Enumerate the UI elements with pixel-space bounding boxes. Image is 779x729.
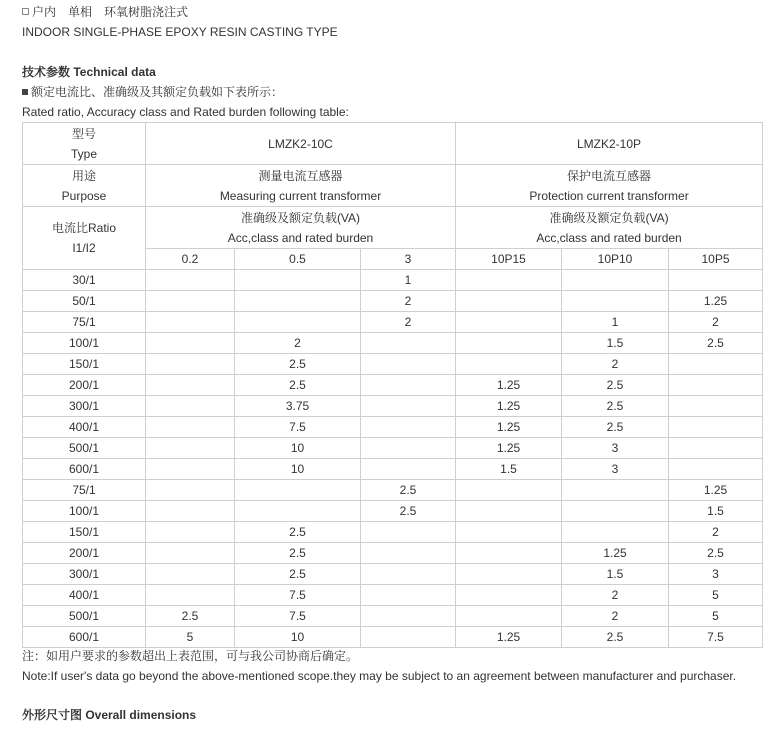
burden-cell: 2.5	[235, 354, 361, 375]
burden-cell: 2.5	[146, 606, 235, 627]
class-cell: 10P10	[562, 249, 669, 270]
burden-cell: 10	[235, 459, 361, 480]
burden-cell	[146, 438, 235, 459]
intro-cn-text: 额定电流比、准确级及其额定负载如下表所示：	[31, 85, 284, 99]
burden-cell	[146, 417, 235, 438]
burden-cell	[456, 312, 562, 333]
burden-cell	[146, 522, 235, 543]
dimensions-title: 外形尺寸图 Overall dimensions	[22, 708, 197, 722]
burden-cell	[146, 354, 235, 375]
burden-cell: 2	[361, 291, 456, 312]
burden-cell: 1	[361, 270, 456, 291]
ratio-cell: 400/1	[23, 585, 146, 606]
bullet-square-icon	[22, 8, 29, 15]
purpose-c-cell	[146, 165, 456, 207]
burden-cell	[146, 501, 235, 522]
class-cell: 3	[361, 249, 456, 270]
table-row	[23, 585, 763, 606]
section-intro-en: Rated ratio, Accuracy class and Rated burden following table:	[22, 105, 349, 119]
burden-cell: 7.5	[235, 417, 361, 438]
burden-cell: 2	[235, 333, 361, 354]
purpose-label-en: Purpose	[61, 188, 107, 203]
burden-cell	[361, 627, 456, 648]
class-cell: 10P5	[669, 249, 763, 270]
burden-cell	[669, 354, 763, 375]
type-label-cn: 型号	[71, 126, 96, 141]
ratio-cell: 400/1	[23, 417, 146, 438]
burden-cell: 1.25	[456, 627, 562, 648]
burden-cell	[456, 585, 562, 606]
burden-cell	[146, 543, 235, 564]
burden-cell: 1.25	[669, 480, 763, 501]
burden-cell	[456, 291, 562, 312]
table-row	[23, 480, 763, 501]
table-row	[23, 375, 763, 396]
table-row	[23, 501, 763, 522]
type-label-cell	[23, 123, 146, 165]
burden-cell: 1.25	[669, 291, 763, 312]
burden-cell	[562, 522, 669, 543]
bullet-square-icon	[22, 89, 28, 95]
note-en: Note:If user's data go beyond the above-mentioned scope.they may be subject to an agreement between manufacturer and purchaser.	[22, 669, 737, 683]
ratio-cell: 200/1	[23, 543, 146, 564]
burden-cell: 3.75	[235, 396, 361, 417]
ratio-cell: 100/1	[23, 333, 146, 354]
header-line-cn	[22, 4, 188, 20]
burden-cell	[361, 333, 456, 354]
ratio-label-en: I1/I2	[72, 241, 96, 255]
purpose-label-cn: 用途	[71, 168, 96, 183]
section-intro-cn	[22, 84, 283, 100]
burden-cell	[456, 564, 562, 585]
ratio-cell: 75/1	[23, 480, 146, 501]
burden-cell	[146, 585, 235, 606]
purpose-c-en: Measuring current transformer	[219, 188, 382, 203]
burden-cell: 1.5	[562, 564, 669, 585]
burden-cell	[361, 438, 456, 459]
burden-cell: 2.5	[562, 417, 669, 438]
class-cell: 0.2	[146, 249, 235, 270]
burden-cell	[361, 417, 456, 438]
table-row	[23, 522, 763, 543]
burden-cell: 2.5	[235, 522, 361, 543]
burden-cell	[456, 543, 562, 564]
table-row	[23, 333, 763, 354]
table-row	[23, 459, 763, 480]
burden-cell	[562, 291, 669, 312]
burden-cell: 7.5	[235, 585, 361, 606]
class-cell: 10P15	[456, 249, 562, 270]
burden-cell	[562, 480, 669, 501]
burden-cell	[456, 354, 562, 375]
ratio-label-cn: 电流比Ratio	[51, 221, 116, 235]
acc-c-cell	[146, 207, 456, 249]
section-title: 技术参数 Technical data	[22, 65, 156, 79]
burden-cell: 5	[146, 627, 235, 648]
table-row	[23, 543, 763, 564]
header-line-en: INDOOR SINGLE-PHASE EPOXY RESIN CASTING TYPE	[22, 25, 338, 39]
table-row	[23, 627, 763, 648]
ratio-cell: 150/1	[23, 354, 146, 375]
burden-cell: 10	[235, 627, 361, 648]
burden-cell: 1.25	[562, 543, 669, 564]
model-c-cell: LMZK2-10C	[146, 123, 456, 165]
burden-cell: 1.5	[669, 501, 763, 522]
burden-cell	[456, 501, 562, 522]
burden-cell: 2.5	[235, 543, 361, 564]
ratio-label-cell	[23, 207, 146, 270]
acc-p-en: Acc,class and rated burden	[536, 230, 682, 245]
purpose-label-cell	[23, 165, 146, 207]
acc-p-cell	[456, 207, 763, 249]
purpose-c-cn: 测量电流互感器	[258, 168, 343, 183]
burden-cell	[562, 501, 669, 522]
burden-cell	[361, 585, 456, 606]
burden-cell: 2.5	[235, 375, 361, 396]
burden-cell: 2.5	[669, 333, 763, 354]
burden-cell: 2	[562, 354, 669, 375]
purpose-row	[23, 165, 763, 207]
type-label-en: Type	[70, 146, 97, 161]
burden-cell: 1.25	[456, 396, 562, 417]
burden-cell	[235, 312, 361, 333]
class-cell: 0.5	[235, 249, 361, 270]
ratio-cell: 100/1	[23, 501, 146, 522]
ratio-cell: 500/1	[23, 438, 146, 459]
burden-cell	[669, 270, 763, 291]
note-cn: 注：如用户要求的参数超出上表范围，可与我公司协商后确定。	[22, 649, 359, 663]
ratio-cell: 300/1	[23, 564, 146, 585]
ratio-cell: 30/1	[23, 270, 146, 291]
burden-cell	[456, 480, 562, 501]
burden-cell: 2.5	[562, 627, 669, 648]
burden-cell: 7.5	[669, 627, 763, 648]
burden-cell	[146, 396, 235, 417]
burden-cell: 2.5	[562, 375, 669, 396]
burden-cell	[146, 291, 235, 312]
burden-cell	[562, 270, 669, 291]
ratio-cell: 600/1	[23, 627, 146, 648]
burden-cell	[146, 480, 235, 501]
table-row	[23, 312, 763, 333]
burden-cell: 2.5	[562, 396, 669, 417]
burden-cell: 3	[562, 438, 669, 459]
burden-cell	[235, 270, 361, 291]
burden-cell	[669, 396, 763, 417]
burden-cell: 7.5	[235, 606, 361, 627]
burden-cell: 1	[562, 312, 669, 333]
burden-cell	[146, 333, 235, 354]
burden-cell	[669, 417, 763, 438]
purpose-p-cell	[456, 165, 763, 207]
burden-cell: 2.5	[361, 480, 456, 501]
burden-cell: 1.25	[456, 417, 562, 438]
burden-cell: 1.5	[456, 459, 562, 480]
table-row	[23, 438, 763, 459]
burden-cell: 5	[669, 585, 763, 606]
ratio-cell: 600/1	[23, 459, 146, 480]
table-row	[23, 564, 763, 585]
ratio-cell: 300/1	[23, 396, 146, 417]
burden-cell: 2.5	[669, 543, 763, 564]
burden-cell	[456, 606, 562, 627]
type-row	[23, 123, 763, 165]
burden-cell: 2	[669, 522, 763, 543]
table-row	[23, 291, 763, 312]
burden-cell	[669, 459, 763, 480]
burden-cell	[361, 354, 456, 375]
burden-cell	[361, 459, 456, 480]
table-row	[23, 270, 763, 291]
acc-c-en: Acc,class and rated burden	[227, 230, 374, 245]
spec-table	[22, 122, 763, 648]
table-row	[23, 396, 763, 417]
burden-cell	[146, 375, 235, 396]
burden-cell	[456, 522, 562, 543]
burden-cell: 1.5	[562, 333, 669, 354]
burden-cell: 3	[562, 459, 669, 480]
burden-cell	[456, 333, 562, 354]
burden-cell	[146, 564, 235, 585]
header-text-cn: 户内 单相 环氧树脂浇注式	[32, 5, 189, 19]
burden-cell	[361, 606, 456, 627]
burden-cell	[361, 543, 456, 564]
burden-cell: 1.25	[456, 375, 562, 396]
burden-cell: 2	[562, 606, 669, 627]
table-row	[23, 606, 763, 627]
burden-cell	[146, 459, 235, 480]
ratio-cell: 50/1	[23, 291, 146, 312]
burden-cell: 2	[361, 312, 456, 333]
burden-cell: 10	[235, 438, 361, 459]
burden-cell: 2.5	[235, 564, 361, 585]
burden-cell: 5	[669, 606, 763, 627]
burden-cell	[235, 291, 361, 312]
burden-cell	[146, 312, 235, 333]
burden-cell: 3	[669, 564, 763, 585]
burden-cell: 2.5	[361, 501, 456, 522]
purpose-p-cn: 保护电流互感器	[567, 168, 652, 183]
burden-cell	[361, 396, 456, 417]
burden-cell	[669, 375, 763, 396]
burden-cell	[361, 564, 456, 585]
burden-cell: 1.25	[456, 438, 562, 459]
burden-cell	[669, 438, 763, 459]
ratio-cell: 500/1	[23, 606, 146, 627]
ratio-cell: 75/1	[23, 312, 146, 333]
acc-c-cn: 准确级及额定负载(VA)	[240, 210, 361, 225]
burden-cell	[235, 501, 361, 522]
burden-cell: 2	[562, 585, 669, 606]
burden-cell	[456, 270, 562, 291]
burden-cell	[361, 522, 456, 543]
table-row	[23, 417, 763, 438]
burden-cell: 2	[669, 312, 763, 333]
accuracy-row	[23, 207, 763, 249]
ratio-cell: 150/1	[23, 522, 146, 543]
burden-cell	[235, 480, 361, 501]
table-row	[23, 354, 763, 375]
model-p-cell: LMZK2-10P	[456, 123, 763, 165]
purpose-p-en: Protection current transformer	[529, 188, 689, 203]
acc-p-cn: 准确级及额定负载(VA)	[549, 210, 669, 225]
burden-cell	[361, 375, 456, 396]
ratio-cell: 200/1	[23, 375, 146, 396]
burden-cell	[146, 270, 235, 291]
